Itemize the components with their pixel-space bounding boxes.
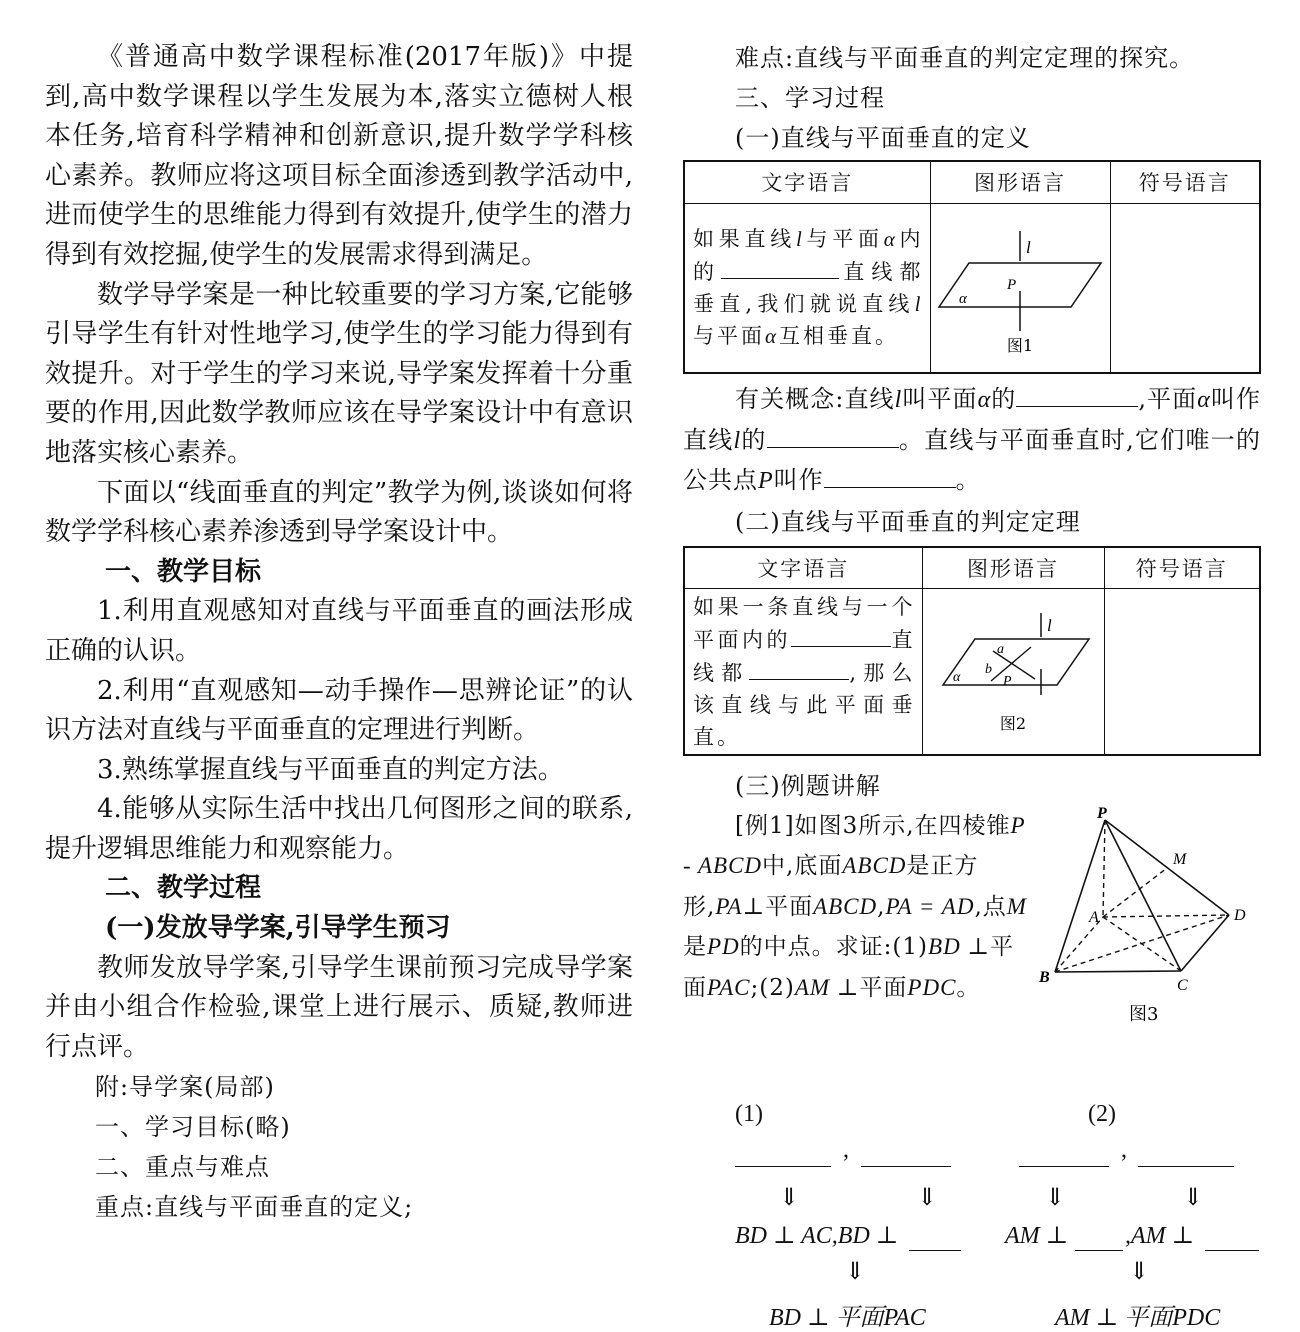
svg-text:C: C	[1177, 976, 1188, 994]
flow1-middle: BD ⊥ AC,BD ⊥	[735, 1222, 899, 1249]
figure-2-diagram	[923, 595, 1103, 745]
definition-text: 如果直线l与平面α内的 直线都垂直,我们就说直线l与平面α互相垂直。	[693, 227, 924, 349]
flow-label-2: (2)	[1088, 1100, 1116, 1127]
figure-3-pyramid	[1033, 806, 1261, 1031]
table2-header-symbol: 符号语言	[1104, 547, 1260, 589]
flow1-blank-2[interactable]	[861, 1143, 951, 1167]
svg-text:M: M	[1173, 850, 1187, 868]
down-arrow-icon: ⇓	[845, 1258, 866, 1285]
figure-1-caption: 图1	[1006, 335, 1033, 355]
table1-symbol-cell[interactable]	[1110, 203, 1260, 373]
intro-paragraph-1: 《普通高中数学课程标准(2017年版)》中提到,高中数学课程以学生发展为本,落实立德树人根本任务,培育科学精神和创新意识,提升数学学科核心素养。教师应将这项目标全面渗透到教学活动中,进而使学生的思维能力得到有效提升,使学生的潜力得到有效挖掘,使学生的发展需求得到满足。	[45, 42, 633, 270]
subsection-definition: (一)直线与平面垂直的定义	[735, 124, 1031, 152]
example-1	[683, 806, 1261, 1101]
definition-blank[interactable]	[721, 255, 839, 279]
flow2-blank-1[interactable]	[1019, 1143, 1109, 1167]
section-key-points: 二、重点与难点	[95, 1153, 270, 1182]
table2-figure-cell	[922, 589, 1104, 755]
related-concepts: 有关概念:直线l叫平面α的 ,平面α叫作直线l的 。直线与平面垂直时,它们唯一的公共点P叫作 。	[683, 385, 1262, 495]
flow1-conclusion: BD ⊥ 平面PAC	[769, 1304, 926, 1331]
theorem-blank-2[interactable]	[749, 656, 849, 680]
table1-header-symbol: 符号语言	[1110, 161, 1260, 203]
flow2-middle-a: AM ⊥	[1005, 1222, 1069, 1249]
svg-text:l: l	[1046, 615, 1052, 635]
goal-item-2: 2.利用“直观感知—动手操作—思辨论证”的认识方法对直线与平面垂直的定理进行判断。	[45, 675, 633, 746]
key-point-text: 重点:直线与平面垂直的定义;	[95, 1193, 414, 1222]
table1-header-text: 文字语言	[684, 161, 930, 203]
theorem-text: 如果一条直线与一个平面内的 直线都 ,那么该直线与此平面垂直。	[693, 594, 916, 749]
theorem-blank-1[interactable]	[791, 623, 891, 647]
svg-text:B: B	[1039, 968, 1050, 986]
table2-header-figure: 图形语言	[922, 547, 1104, 589]
figure-3-caption: 图3	[1129, 1003, 1159, 1025]
left-column	[45, 38, 633, 1227]
table2-symbol-cell[interactable]	[1104, 589, 1260, 755]
theorem-table	[683, 546, 1261, 756]
table1-text-cell	[684, 203, 930, 373]
svg-text:b: b	[984, 661, 992, 677]
svg-text:D: D	[1234, 906, 1246, 924]
down-arrow-icon: ⇓	[1129, 1258, 1150, 1285]
down-arrow-icon: ⇓	[779, 1184, 800, 1211]
subsection-example: (三)例题讲解	[735, 771, 881, 800]
figure-2-caption: 图2	[999, 713, 1026, 733]
flow-label-1: (1)	[735, 1100, 763, 1127]
svg-text:P: P	[1002, 673, 1012, 689]
svg-text:P: P	[1097, 804, 1107, 822]
section-learning-goals: 一、学习目标(略)	[95, 1113, 291, 1142]
heading-step-1: (一)发放导学案,引导学生预习	[105, 913, 451, 944]
table1-figure-cell	[930, 203, 1110, 373]
concept-blank-3[interactable]	[824, 464, 956, 488]
subsection-theorem: (二)直线与平面垂直的判定定理	[735, 507, 1081, 536]
svg-text:α: α	[952, 669, 960, 685]
goal-item-1: 1.利用直观感知对直线与平面垂直的画法形成正确的认识。	[45, 596, 633, 666]
table1-header-figure: 图形语言	[930, 161, 1110, 203]
example-1-text: [例1]如图3所示,在四棱锥P - ABCD中,底面ABCD是正方形,PA⊥平面ABCD,PA = AD,点M是PD的中点。求证:(1)BD ⊥平面PAC;(2)AM ⊥平面PDC。	[683, 812, 1027, 1001]
flow2-blank-4[interactable]	[1205, 1227, 1259, 1251]
flow1-blank-3[interactable]	[909, 1227, 961, 1251]
flow1-blank-1[interactable]	[735, 1143, 831, 1167]
down-arrow-icon: ⇓	[1045, 1184, 1066, 1211]
heading-teaching-goals: 一、教学目标	[105, 556, 262, 587]
flow2-blank-3[interactable]	[1075, 1227, 1123, 1251]
flow2-middle-b: ,AM ⊥	[1125, 1222, 1195, 1249]
figure-1-diagram	[931, 211, 1109, 361]
table2-text-cell	[684, 589, 922, 755]
intro-paragraph-2: 数学导学案是一种比较重要的学习方案,它能够引导学生有针对性地学习,使学生的学习能力得到有效提升。对于学生的学习来说,导学案发挥着十分重要的作用,因此数学教师应该在导学案设计中有意识地落实核心素养。	[45, 279, 633, 468]
section-learning-process: 三、学习过程	[735, 84, 885, 112]
flow2-blank-2[interactable]	[1138, 1143, 1234, 1167]
svg-text:a: a	[996, 641, 1004, 657]
concept-blank-1[interactable]	[1016, 383, 1138, 407]
difficulty-text: 难点:直线与平面垂直的判定定理的探究。	[735, 44, 1195, 72]
table2-header-text: 文字语言	[684, 547, 922, 589]
concept-blank-2[interactable]	[767, 424, 899, 448]
svg-text:P: P	[1006, 276, 1016, 293]
step-1-paragraph: 教师发放导学案,引导学生课前预习完成导学案并由小组合作检验,课堂上进行展示、质疑,教师进行点评。	[45, 952, 633, 1062]
down-arrow-icon: ⇓	[1183, 1184, 1204, 1211]
definition-table	[683, 160, 1261, 374]
svg-text:l: l	[1025, 237, 1031, 257]
svg-text:α: α	[958, 290, 967, 307]
goal-item-3: 3.熟练掌握直线与平面垂直的判定方法。	[97, 754, 564, 785]
down-arrow-icon: ⇓	[917, 1184, 938, 1211]
intro-paragraph-3: 下面以“线面垂直的判定”教学为例,谈谈如何将数学学科核心素养渗透到导学案设计中。	[45, 477, 633, 548]
svg-text:A: A	[1089, 908, 1099, 926]
proof-flow: (1) (2) , , ⇓ ⇓ ⇓ ⇓ BD ⊥ AC,BD ⊥ AM ⊥ ,AM ⊥ ⇓ ⇓ BD ⊥ 平面PAC AM ⊥ 平面PDC	[683, 1101, 1261, 1331]
goal-item-4: 4.能够从实际生活中找出几何图形之间的联系,提升逻辑思维能力和观察能力。	[45, 794, 633, 864]
right-column	[683, 38, 1261, 1331]
flow2-conclusion: AM ⊥ 平面PDC	[1055, 1304, 1221, 1331]
appendix-label: 附:导学案(局部)	[95, 1073, 275, 1102]
heading-teaching-process: 二、教学过程	[105, 873, 262, 904]
